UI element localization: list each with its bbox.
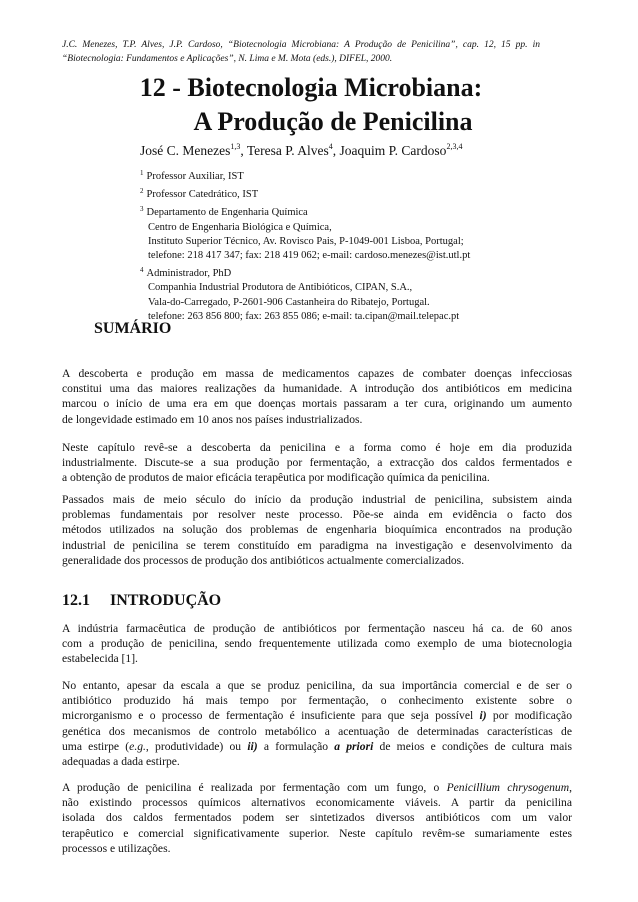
affiliation-text: Professor Catedrático, IST [146,189,259,201]
affiliation-line: Centro de Engenharia Biológica e Química, [148,221,332,233]
affiliation-number: 4 [140,266,144,275]
affiliation-line: Companhia Industrial Produtora de Antibióticos, CIPAN, S.A., [148,282,413,294]
text-line: a obtenção de produtos de maior eficácia terapêutica por modificação química da penicilina. [62,471,490,485]
text-line: generalidade dos processos de produção dos antibióticos actualmente comercializados. [62,553,465,567]
author-3: , Joaquim P. Cardoso [332,143,447,158]
text-line [62,708,572,723]
citation-line-2: Fundamentos e Aplicações”, N. Lima e M. Mota (eds.), DIFEL, 2000. [126,54,393,64]
summary-paragraph-3 [62,492,572,568]
affiliation-line [140,184,560,202]
affiliation-text: Departamento de Engenharia Química [146,207,308,219]
text-run: de meios e condições de cultura mais [373,739,572,753]
text-line: adequadas a dada estirpe. [62,755,180,769]
section-heading-introduction [62,592,221,610]
section-title: INTRODUÇÃO [110,592,222,609]
text-run: A produção de penicilina é realizada por fermentação com um fungo, o [62,781,447,794]
affiliation-line [140,202,560,220]
intro-paragraph-3 [62,780,572,856]
summary-paragraph-1 [62,366,572,427]
emphasis-a-priori: a priori [334,739,374,753]
emphasis-eg: e.g. [129,739,146,753]
affiliation-number: 1 [140,169,144,177]
text-line: estabelecida [1]. [62,652,138,666]
affiliation-line: Instituto Superior Técnico, Av. Rovisco Pais, P-1049-001 Lisboa, Portugal; [148,235,464,247]
text-line: Passados mais de meio século do início da produção industrial de penicilina, subsistem ainda [62,493,572,506]
text-line: não existindo processos químicos alternativos economicamente viáveis. A partir da penicilina [62,796,572,810]
affiliation-line [140,263,560,281]
affiliation-text: Administrador, PhD [146,268,232,280]
chapter-title-line-1: 12 - Biotecnologia Microbiana: [139,73,483,102]
text-line: constitui uma das maiores realizações da humanidade. A introdução dos antibióticos em medicina [62,382,572,396]
affiliation-number: 2 [140,187,144,196]
text-run: por modificação [486,709,572,723]
affiliation-text: Professor Auxiliar, IST [146,171,244,182]
text-line: processos e utilizações. [62,841,171,855]
section-number: 12.1 [62,592,90,609]
author-2: , Teresa P. Alves [240,143,329,158]
text-line [62,739,572,754]
author-3-affiliation: 2,3,4 [446,142,463,151]
text-line: A indústria farmacêutica de produção de antibióticos por fermentação nasceu há ca. de 60 anos [62,622,572,635]
affiliation-number: 3 [140,205,144,214]
intro-paragraph-1 [62,621,572,667]
author-1: José C. Menezes [140,143,231,158]
text-line: de longevidade estimado em 10 anos nos países industrializados. [62,412,363,426]
species-name: Penicillium chrysogenum [446,781,570,794]
item-marker-ii: ii) [247,739,258,753]
text-run: , [569,781,572,794]
text-run: , produtividade) ou [145,739,248,753]
text-line: genética dos mecanismos de controlo metabólico a acentuação de determinadas características de [62,724,572,738]
text-line: terapêutico e comercial significativamente superior. Neste capítulo revêm-se sumariamente estes [62,826,572,840]
text-run: a formulação [257,739,335,753]
text-line: problemas fundamentais por resolver neste processo. Põe-se ainda em evidência o facto dos [62,508,572,522]
text-run: uma estirpe ( [62,739,130,753]
author-2-affiliation: 4 [328,142,333,151]
text-line: industrialmente. Discute-se a sua produção por fermentação, a extracção dos caldos fermentados e [62,456,572,470]
text-line: industrial de penicilina se terem constituído em paradigma na investigação e desenvolvimento da [62,538,572,552]
text-line: No entanto, apesar da escala a que se produz penicilina, da sua importância comercial e de ser o [62,679,572,692]
summary-heading: SUMÁRIO [94,320,172,337]
affiliations [140,166,560,324]
intro-paragraph-2 [62,678,572,769]
text-line: isolada dos caldos fermentados podem ser sintetizados diversos antibióticos com um valor [62,811,572,825]
chapter-title-line-2: A Produção de Penicilina [193,107,473,136]
affiliation-line: telefone: 263 856 800; fax: 263 855 086; e-mail: ta.cipan@mail.telepac.pt [148,310,460,322]
citation-header [62,38,540,66]
item-marker-i: i) [479,709,487,723]
affiliation-line: telefone: 218 417 347; fax: 218 419 062; e-mail: cardoso.menezes@ist.utl.pt [148,250,471,262]
citation-line-1: J.C. Menezes, T.P. Alves, J.P. Cardoso, “Biotecnologia Microbiana: A Produção de Penicilina”, cap. 12, 15 pp. in “Biotecnologia: [62,40,540,64]
text-line: métodos utilizados na solução dos problemas de engenharia bioquímica encontrados na produção [62,523,572,537]
text-line: Neste capítulo revê-se a descoberta da penicilina e a forma como é hoje em dia produzida [62,441,572,454]
text-line: marcou o início de uma era em que doenças mortais passaram a ter cura, originando um aumento [62,397,572,411]
text-line: antibiótico produzido há mais tempo por fermentação, o conhecimento existente sobre o [62,694,572,708]
author-1-affiliation: 1,3 [230,142,241,151]
text-line: com a produção de penicilina, sendo frequentemente utilizada como exemplo de uma biotecnologia [62,637,572,651]
author-list [140,142,462,159]
summary-paragraph-2 [62,440,572,486]
affiliation-line: Vala-do-Carregado, P-2601-906 Castanheira do Ribatejo, Portugal. [148,296,430,308]
text-run: microrganismo e o processo de fermentação é insuficiente para que seja possível [62,709,480,723]
affiliation-line [140,166,560,184]
text-line: A descoberta e produção em massa de medicamentos capazes de combater doenças infecciosas [62,367,572,380]
text-line [62,780,572,795]
